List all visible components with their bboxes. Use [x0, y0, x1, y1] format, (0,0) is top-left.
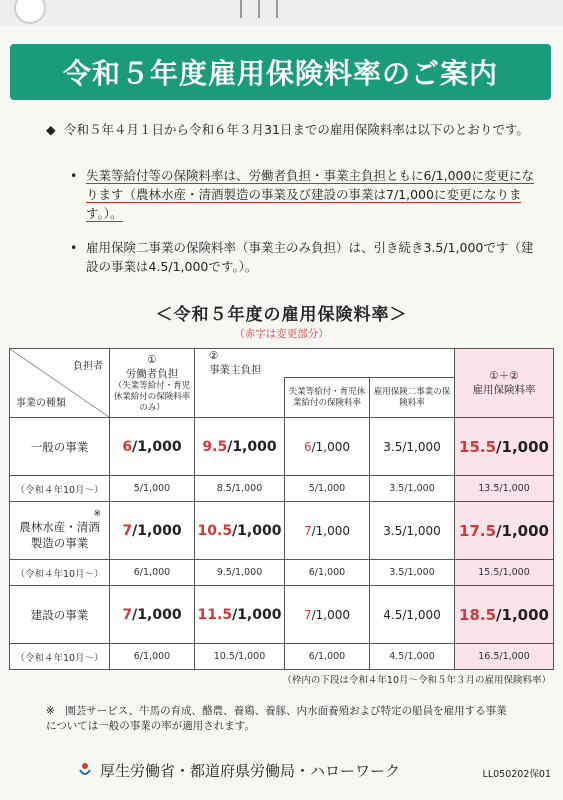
- point-premium-rate-text: 失業等給付等の保険料率は、労働者負担・事業主負担ともに6/1,000に変更になります（農林水産・清酒製造の事業及び建設の事業は7/1,000に変更になります。）。: [86, 168, 534, 221]
- employer-b-value: 3.5/1,000: [370, 502, 455, 560]
- intro-text: 令和５年４月１日から令和６年３月31日までの雇用保険料率は以下のとおりです。: [64, 122, 529, 137]
- header-employer: ② 事業主負担: [195, 349, 455, 378]
- table-row-previous: （令和４年10月～） 5/1,000 8.5/1,000 5/1,000 3.5/1,000 13.5/1,000: [10, 476, 554, 502]
- header-employer-b: 雇用保険二事業の保険料率: [370, 378, 455, 418]
- table-row-previous: （令和４年10月～） 6/1,000 9.5/1,000 6/1,000 3.5/1,000 15.5/1,000: [10, 560, 554, 586]
- table-title: ＜令和５年度の雇用保険料率＞: [155, 305, 408, 325]
- rate-table: [9, 348, 554, 670]
- table-row: 一般の事業 6/1,000 9.5/1,000 6/1,000 3.5/1,000 15.5/1,000: [10, 418, 554, 476]
- circle-mark: [14, 0, 46, 24]
- top-band: [0, 0, 563, 26]
- header-corner: [10, 349, 110, 418]
- category-agri: ※ 農林水産・清酒製造の事業: [10, 502, 110, 560]
- table-row: ※ 農林水産・清酒製造の事業 7/1,000 10.5/1,000 7/1,000 3.5/1,000 17.5/1,000: [10, 502, 554, 560]
- header-employer-a: 失業等給付・育児休業給付の保険料率: [285, 378, 370, 418]
- document-code: LL050202保01: [482, 769, 551, 780]
- category-construction: 建設の事業: [10, 586, 110, 644]
- page-title: 令和５年度雇用保険料率のご案内: [10, 44, 551, 100]
- diamond-bullet-icon: ◆: [46, 122, 56, 137]
- bullet-icon: •: [70, 168, 78, 183]
- table-footnote: （枠内の下段は令和４年10月～令和５年３月の雇用保険料率）: [282, 675, 551, 686]
- point-premium-rate: [86, 166, 541, 223]
- footer-org: [100, 760, 400, 781]
- table-note: （赤字は変更部分）: [234, 328, 329, 340]
- employer-b-value: 4.5/1,000: [370, 586, 455, 644]
- table-row-previous: （令和４年10月～） 6/1,000 10.5/1,000 6/1,000 4.5/1,000 16.5/1,000: [10, 644, 554, 670]
- table-row: 建設の事業 7/1,000 11.5/1,000 7/1,000 4.5/1,000 18.5/1,000: [10, 586, 554, 644]
- employer-b-value: 3.5/1,000: [370, 418, 455, 476]
- header-corner-bottom: 事業の種類: [16, 398, 66, 409]
- header-corner-top: 負担者: [73, 361, 103, 372]
- exception-note: ※ 園芸サービス、牛馬の育成、酪農、養鶏、養豚、内水面養殖および特定の船員を雇用する事業については一般の事業の率が適用されます。: [46, 705, 507, 732]
- point-two-projects: 雇用保険二事業の保険料率（事業主のみ負担）は、引き続き3.5/1,000です（建設の事業は4.5/1,000です。）。: [86, 240, 534, 274]
- header-total: ①＋② 雇用保険料率: [455, 349, 554, 418]
- category-general: 一般の事業: [10, 418, 110, 476]
- ministry-logo-icon: [78, 762, 92, 778]
- header-worker: ① 労働者負担 （失業等給付・育児休業給付の保険料率のみ）: [110, 349, 195, 418]
- footer-org-text: 厚生労働省・都道府県労働局・ハローワーク: [100, 762, 401, 780]
- bullet-icon: •: [70, 240, 78, 255]
